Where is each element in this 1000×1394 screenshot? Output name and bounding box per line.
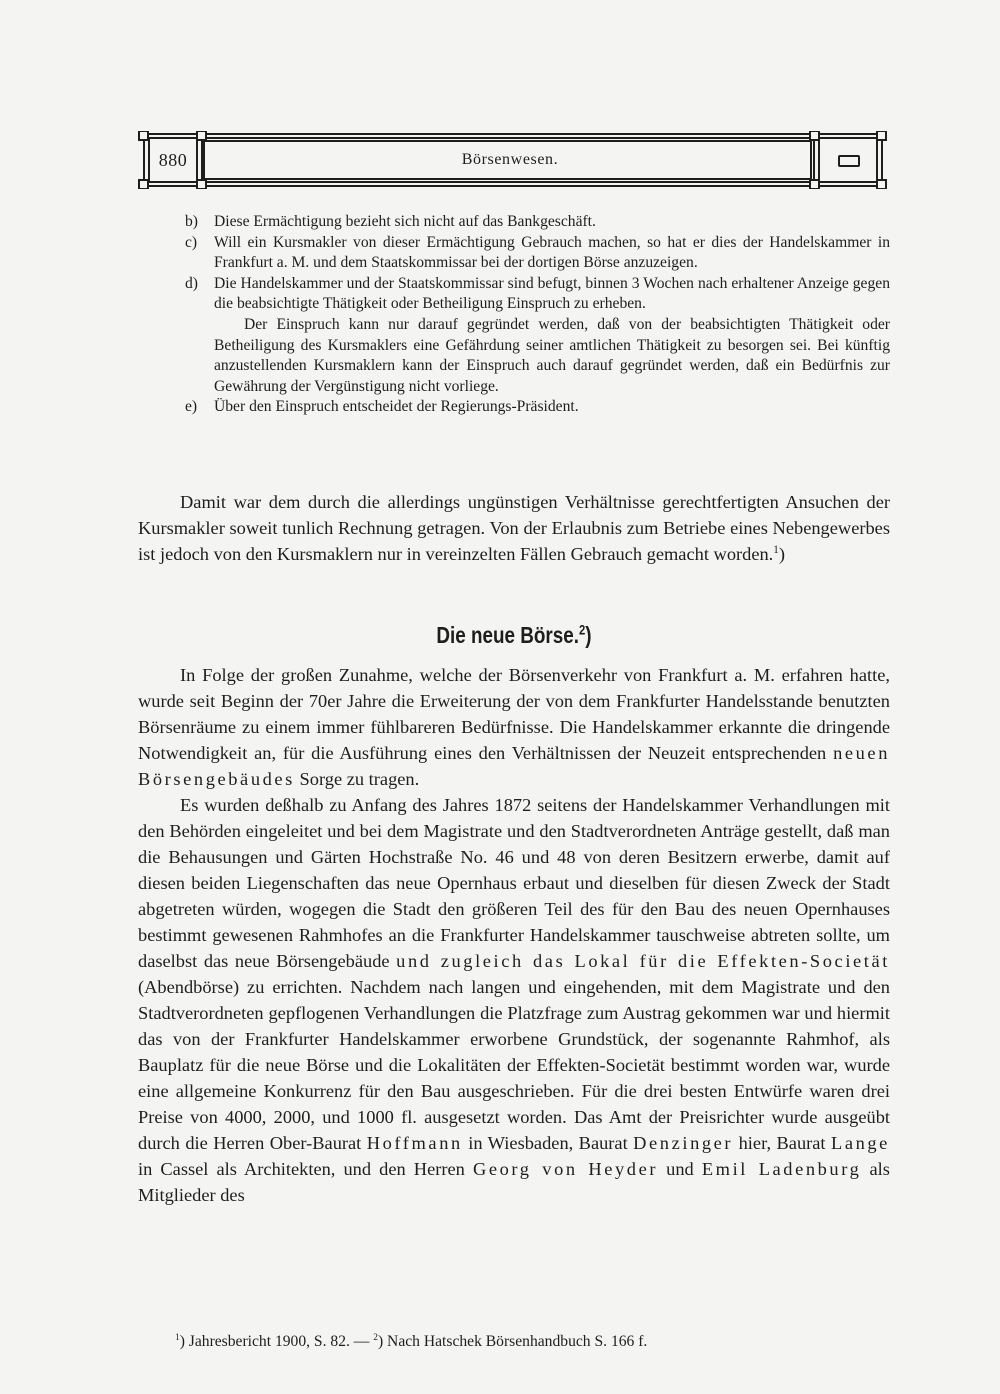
intro-paragraph-block bbox=[138, 489, 890, 567]
footnote-reference-closing: ) bbox=[585, 622, 592, 648]
list-item bbox=[185, 397, 890, 418]
footnote-text: ) Nach Hatschek Börsenhandbuch S. 166 f. bbox=[377, 1333, 648, 1350]
person-name: Denzinger bbox=[633, 1133, 734, 1153]
footnote-marker: 2 bbox=[373, 1332, 378, 1343]
list-item-text: Über den Einspruch entscheidet der Regierungs-Präsident. bbox=[214, 398, 579, 416]
intro-paragraph bbox=[138, 489, 890, 567]
emphasized-text: und zugleich das Lokal für die Effekten-Societät bbox=[396, 951, 890, 971]
section-heading bbox=[206, 622, 823, 649]
list-item bbox=[185, 274, 890, 315]
intro-paragraph-text: Damit war dem durch die allerdings ungünstigen Verhältnisse gerechtfertigten Ansuchen der Kursmakler soweit tunlich Rechnung getragen. Von der Erlaubnis zum Betriebe eines Nebengewerbes ist jedoch von den Kursmaklern nur in vereinzelten Fällen Gebrauch gemacht worden. bbox=[138, 492, 890, 564]
list-item-text: Will ein Kursmakler von dieser Ermächtigung Gebrauch machen, so hat er dies der Handelskammer in Frankfurt a. M. und dem Staatskommissar bei der dortigen Börse anzuzeigen. bbox=[214, 233, 890, 272]
paragraph-text: als Mitglieder des bbox=[138, 1159, 890, 1205]
paragraph-text: in Wiesbaden, Baurat bbox=[468, 1133, 628, 1153]
main-text-block bbox=[138, 662, 890, 1208]
regulation-list bbox=[185, 212, 890, 418]
paragraph-text: in Cassel als Architekten, und den Herren bbox=[138, 1159, 465, 1179]
paragraph-text: In Folge der großen Zunahme, welche der Börsenverkehr von Frankfurt a. M. erfahren hatte, wurde seit Beginn der 70er Jahre die Erweiterung der von dem Frankfurter Handelsstande benutzten Börsenräume zu einem immer fühlbareren Bedürfnisse. Die Handelskammer erkannte die dringende Notwendigkeit an, für die Ausführung eines den Verhältnissen der Neuzeit entsprechenden bbox=[138, 665, 890, 763]
person-name: Georg von Heyder bbox=[472, 1159, 659, 1179]
paragraph-text: Sorge zu tragen. bbox=[299, 769, 420, 789]
list-item-text: Die Handelskammer und der Staatskommissar sind befugt, binnen 3 Wochen nach erhaltener Anzeige gegen die beabsichtigte Thätigkeit oder Betheiligung Einspruch zu erheben. bbox=[214, 274, 890, 313]
ornament-box-icon bbox=[838, 155, 860, 167]
footnote-text: ) Jahresbericht 1900, S. 82. — bbox=[179, 1333, 374, 1350]
footnotes bbox=[175, 1332, 895, 1352]
paragraph-text: hier, Baurat bbox=[738, 1133, 826, 1153]
footnote-marker: 1 bbox=[175, 1332, 180, 1343]
paragraph bbox=[138, 792, 890, 1208]
list-item-text: Diese Ermächtigung bezieht sich nicht auf das Bankgeschäft. bbox=[214, 213, 596, 230]
person-name: Lange bbox=[831, 1133, 890, 1153]
person-name: Hoffmann bbox=[366, 1133, 463, 1153]
footnote-reference-closing: ) bbox=[778, 544, 785, 564]
footnote-reference: 1 bbox=[773, 543, 779, 556]
paragraph-text: Es wurden deßhalb zu Anfang des Jahres 1872 seitens der Handelskammer Verhandlungen mit den Behörden eingeleitet und bei dem Magistrate und den Stadtverordneten Anträge gestellt, daß man die Behausungen und Gärten Hochstraße No. 46 und 48 von deren Besitzern erwerbe, damit auf diesen beiden Liegenschaften das neue Opernhaus erbaut und dieselben für diesen Zweck der Stadt abgetreten würden, wogegen die Stadt den größeren Teil des für den Bau des neuen Opernhauses bestimmt gewesenen Rahmhofes an die Frankfurter Handelskammer tauschweise abtreten sollte, um daselbst das neue Börsengebäude bbox=[138, 795, 890, 971]
list-marker: b) bbox=[185, 213, 198, 230]
list-marker: e) bbox=[185, 398, 198, 416]
paragraph-text: und bbox=[666, 1159, 694, 1179]
paragraph bbox=[138, 662, 890, 792]
emphasized-text: neuen Börsengebäudes bbox=[138, 743, 890, 789]
page-number: 880 bbox=[158, 150, 188, 170]
list-sub-paragraph: Der Einspruch kann nur darauf gegründet werden, daß von der beabsichtigten Thätigkeit oder Betheiligung des Kursmaklers eine Gefährdung seiner amtlichen Thätigkeit zu besorgen sei. Bei künftig anzustellenden Kursmaklern kann der Einspruch auch darauf gegründet werden, daß ein Bedürfnis zur Gewährung der Vergünstigung nicht vorliege. bbox=[214, 315, 890, 395]
list-marker: d) bbox=[185, 274, 198, 292]
footnote-reference: 2 bbox=[578, 622, 586, 638]
list-marker: c) bbox=[185, 233, 198, 251]
paragraph-text: (Abendbörse) zu errichten. Nachdem nach langen und eingehenden, mit dem Magistrate und den Stadtverordneten gepflogenen Verhandlungen die Platzfrage zum Austrag gekommen war und hiermit das von der Frankfurter Handelskammer erworbene Grundstück, der sogenannte Rahmhof, als Bauplatz für die neue Börse und die Lokalitäten der Effekten-Societät bestimmt worden war, wurde eine allgemeine Konkurrenz für den Bau ausgeschrieben. Für die drei besten Entwürfe waren drei Preise von 4000, 2000, und 1000 fl. ausgesetzt worden. Das Amt der Preisrichter wurde ausgeübt durch die Herren Ober-Baurat bbox=[138, 977, 890, 1153]
list-item bbox=[185, 233, 890, 274]
running-title: Börsenwesen. bbox=[461, 151, 559, 168]
list-item bbox=[185, 212, 890, 233]
section-heading-text: Die neue Börse. bbox=[436, 622, 579, 648]
person-name: Emil Ladenburg bbox=[701, 1159, 862, 1179]
